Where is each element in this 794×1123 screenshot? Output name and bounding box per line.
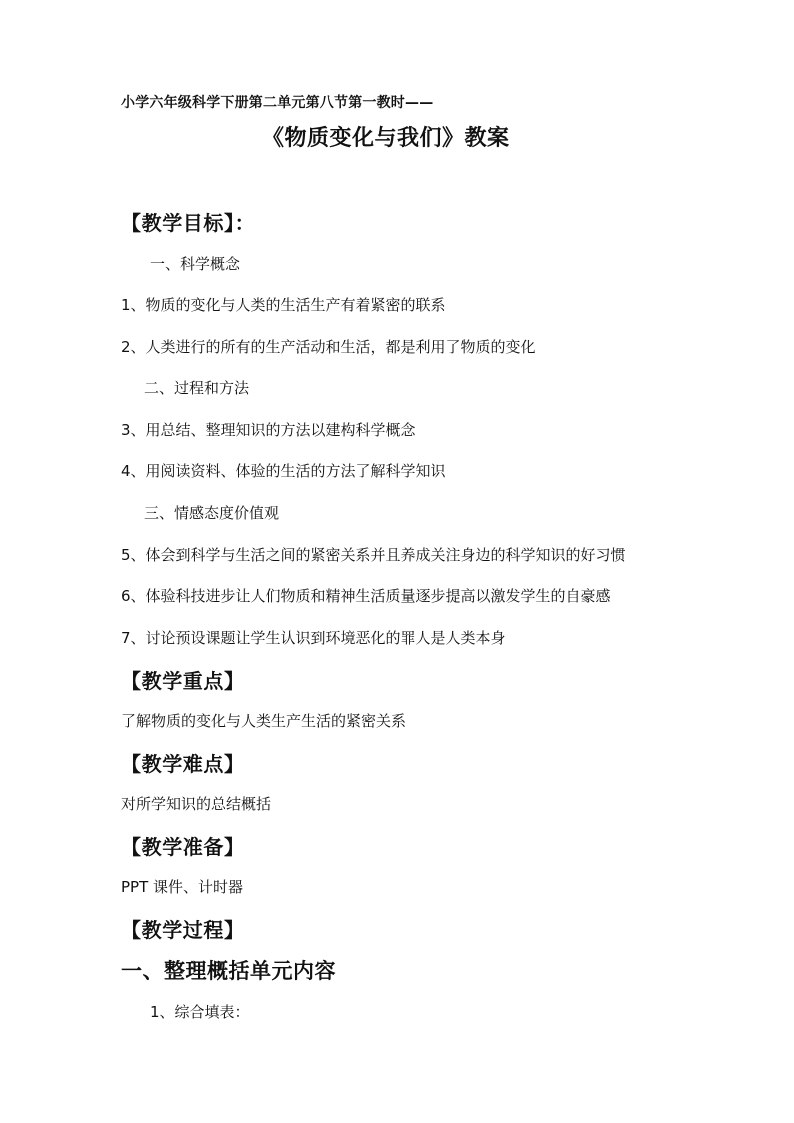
objective-item: 1、物质的变化与人类的生活生产有着紧密的联系 bbox=[121, 296, 446, 314]
document-subtitle: 小学六年级科学下册第二单元第八节第一教时—— bbox=[121, 95, 434, 111]
objective-group-label: 一、科学概念 bbox=[150, 255, 241, 273]
difficulty-heading: 【教学难点】 bbox=[121, 752, 245, 776]
process-section-title: 一、整理概括单元内容 bbox=[121, 959, 336, 983]
objective-item: 4、用阅读资料、体验的生活的方法了解科学知识 bbox=[121, 462, 446, 480]
objectives-heading: 【教学目标】： bbox=[121, 211, 256, 235]
process-heading: 【教学过程】 bbox=[121, 918, 245, 942]
objective-item: 7、讨论预设课题让学生认识到环境恶化的罪人是人类本身 bbox=[121, 629, 506, 647]
preparation-heading: 【教学准备】 bbox=[121, 835, 245, 859]
objective-item: 5、体会到科学与生活之间的紧密关系并且养成关注身边的科学知识的好习惯 bbox=[121, 546, 626, 564]
objective-item: 6、体验科技进步让人们物质和精神生活质量逐步提高以激发学生的自豪感 bbox=[121, 587, 611, 605]
difficulty-text: 对所学知识的总结概括 bbox=[121, 795, 272, 813]
objective-group-label: 三、情感态度价值观 bbox=[144, 504, 280, 522]
process-step: 1、综合填表： bbox=[150, 1003, 250, 1021]
objective-item: 3、用总结、整理知识的方法以建构科学概念 bbox=[121, 421, 416, 439]
key-point-heading: 【教学重点】 bbox=[121, 669, 245, 693]
key-point-text: 了解物质的变化与人类生产生活的紧密关系 bbox=[121, 712, 407, 730]
objective-group-label: 二、过程和方法 bbox=[144, 379, 250, 397]
preparation-text: PPT 课件、计时器 bbox=[121, 878, 244, 896]
document-title: 《物质变化与我们》教案 bbox=[262, 126, 510, 151]
objective-item: 2、人类进行的所有的生产活动和生活，都是利用了物质的变化 bbox=[121, 338, 536, 356]
